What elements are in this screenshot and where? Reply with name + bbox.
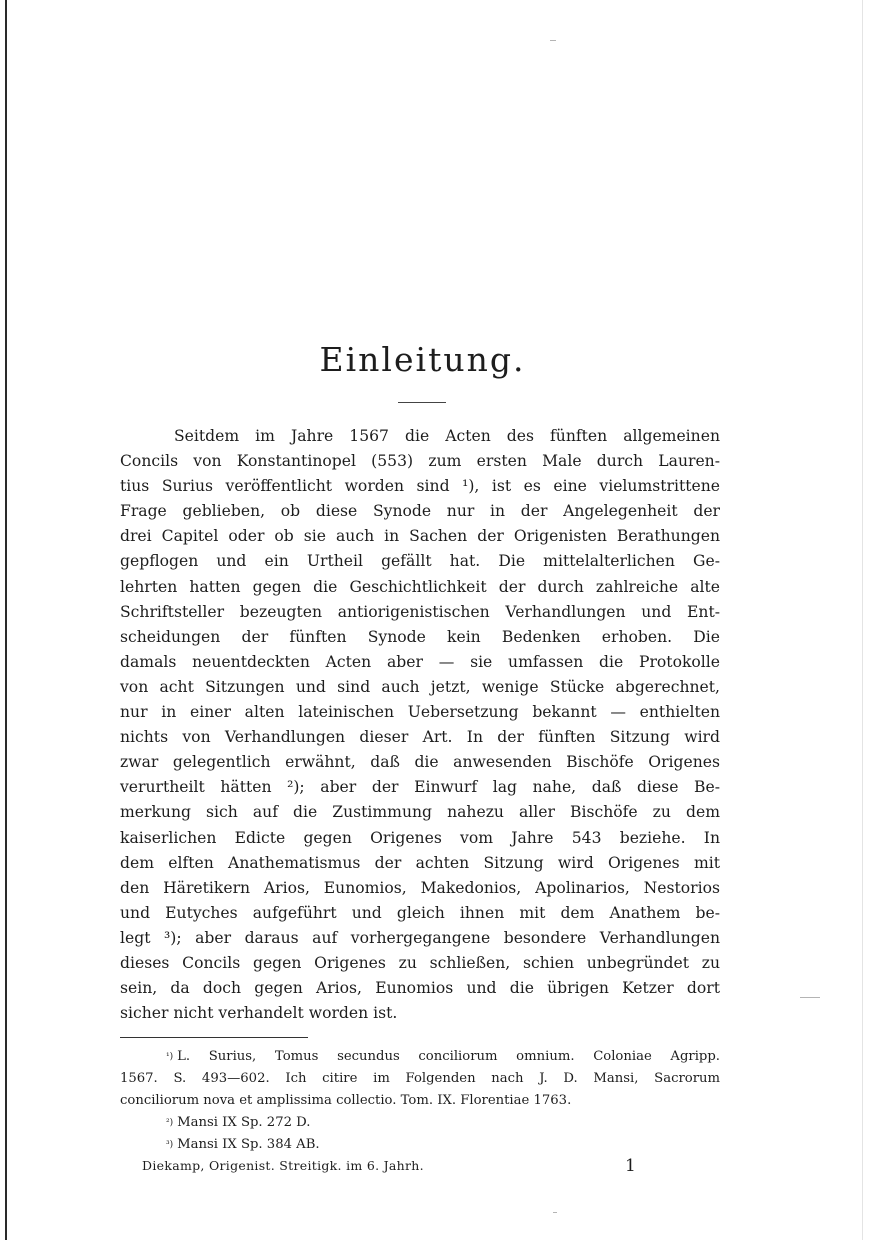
footnote-1-line-2: 1567. S. 493—602. Ich citire im Folgenden nach J. D. Mansi, Sacrorum: [120, 1071, 720, 1086]
body-line: den Häretikern Arios, Eunomios, Makedonios, Apolinarios, Nestorios: [120, 878, 720, 897]
body-line: legt ³); aber daraus auf vorhergegangene besondere Verhandlungen: [120, 928, 720, 947]
body-line: scheidungen der fünften Synode kein Bedenken erhoben. Die: [120, 627, 720, 646]
footnote-2: [120, 1112, 720, 1134]
footnote-marker: ³): [166, 1140, 174, 1150]
body-line: nichts von Verhandlungen dieser Art. In der fünften Sitzung wird: [120, 728, 720, 747]
body-line: lehrten hatten gegen die Geschichtlichkeit der durch zahlreiche alte: [120, 577, 720, 596]
body-line: drei Capitel oder ob sie auch in Sachen der Origenisten Berathungen: [120, 527, 720, 546]
body-line: zwar gelegentlich erwähnt, daß die anwesenden Bischöfe Origenes: [120, 753, 720, 772]
scan-right-edge: [862, 0, 863, 1240]
body-line: Concils von Konstantinopel (553) zum ersten Male durch Lauren-: [120, 452, 720, 471]
footnote-text: L. Surius, Tomus secundus conciliorum omnium. Coloniae Agripp.: [177, 1049, 720, 1064]
scan-speck: [550, 40, 556, 41]
title-divider: [398, 402, 446, 403]
body-line: Schriftsteller bezeugten antiorigenistischen Verhandlungen und Ent-: [120, 602, 720, 621]
page-title: Einleitung.: [319, 340, 526, 379]
body-line: damals neuentdeckten Acten aber — sie umfassen die Protokolle: [120, 652, 720, 671]
footnote-text: Mansi IX Sp. 272 D.: [177, 1115, 311, 1130]
body-line: gepflogen und ein Urtheil gefällt hat. Die mittelalterlichen Ge-: [120, 552, 720, 571]
footnote-marker: ²): [166, 1118, 174, 1128]
body-line: nur in einer alten lateinischen Uebersetzung bekannt — enthielten: [120, 703, 720, 722]
body-line: merkung sich auf die Zustimmung nahezu aller Bischöfe zu dem: [120, 803, 720, 822]
footnote-text: Mansi IX Sp. 384 AB.: [177, 1137, 320, 1152]
scan-speck: [800, 997, 820, 998]
body-line: verurtheilt hätten ²); aber der Einwurf lag nahe, daß diese Be-: [120, 778, 720, 797]
footnotes: [120, 1046, 720, 1156]
signature-line: Diekamp, Origenist. Streitigk. im 6. Jahrh.: [142, 1158, 424, 1173]
scan-speck: [553, 1212, 557, 1213]
page-number: 1: [625, 1156, 636, 1176]
body-line: von acht Sitzungen und sind auch jetzt, wenige Stücke abgerechnet,: [120, 677, 720, 696]
footnote-1-line-3: conciliorum nova et amplissima collectio. Tom. IX. Florentiae 1763.: [120, 1093, 572, 1108]
body-line: und Eutyches aufgeführt und gleich ihnen mit dem Anathem be-: [120, 903, 720, 922]
footnote-3: [120, 1134, 720, 1156]
scan-left-edge: [5, 0, 7, 1240]
footnote-divider: [120, 1037, 308, 1038]
body-line: Frage geblieben, ob diese Synode nur in der Angelegenheit der: [120, 502, 720, 521]
footnote-marker: ¹): [166, 1052, 174, 1062]
body-line: sicher nicht verhandelt worden ist.: [120, 1004, 398, 1023]
body-text: [120, 424, 720, 1026]
footnote-1: [120, 1046, 720, 1068]
body-line: kaiserlichen Edicte gegen Origenes vom Jahre 543 beziehe. In: [120, 828, 720, 847]
body-line: dieses Concils gegen Origenes zu schließen, schien unbegründet zu: [120, 953, 720, 972]
body-line: dem elften Anathematismus der achten Sitzung wird Origenes mit: [120, 853, 720, 872]
body-line: sein, da doch gegen Arios, Eunomios und die übrigen Ketzer dort: [120, 979, 720, 998]
body-line: Seitdem im Jahre 1567 die Acten des fünften allgemeinen: [174, 427, 720, 445]
body-line: tius Surius veröffentlicht worden sind ¹), ist es eine vielumstrittene: [120, 477, 720, 496]
